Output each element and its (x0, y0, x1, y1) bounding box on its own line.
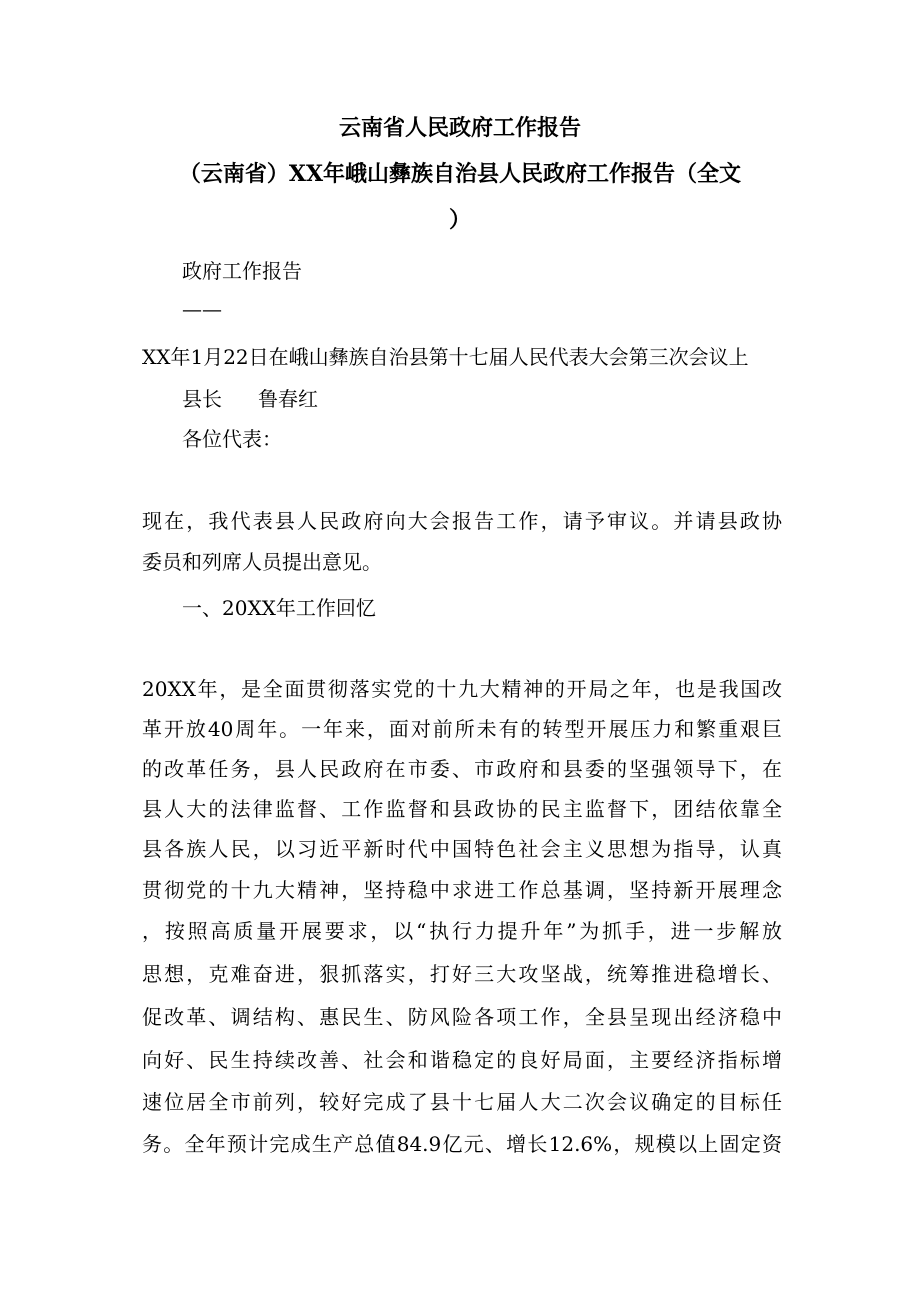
body-line: 革开放40周年。一年来，面对前所未有的转型开展压力和繁重艰巨 (142, 717, 782, 741)
body-line: 县人大的法律监督、工作监督和县政协的民主监督下，团结依靠全 (142, 797, 782, 821)
intro-line: 现在，我代表县人民政府向大会报告工作，请予审议。并请县政协 (142, 509, 782, 533)
document-subtitle-line-1: （云南省）XX年峨山彝族自治县人民政府工作报告（全文 (178, 161, 742, 187)
body-line: 贯彻党的十九大精神，坚持稳中求进工作总基调，坚持新开展理念 (142, 878, 782, 902)
body-line: 务。全年预计完成生产总值84.9亿元、增长12.6%，规模以上固定资 (142, 1132, 782, 1156)
body-line: ，按照高质量开展要求，以“执行力提升年”为抓手，进一步解放 (142, 919, 782, 943)
document-type-label: 政府工作报告 (182, 259, 302, 283)
section-heading: 一、20XX年工作回忆 (182, 596, 376, 620)
body-line: 思想，克难奋进，狠抓落实，打好三大攻坚战，统筹推进稳增长、 (142, 962, 782, 986)
speaker-name: 鲁春红 (258, 387, 318, 411)
document-subtitle-line-2: ） (448, 207, 471, 233)
body-line: 县各族人民，以习近平新时代中国特色社会主义思想为指导，认真 (142, 837, 782, 861)
meeting-info-line: XX年1月22日在峨山彝族自治县第十七届人民代表大会第三次会议上 (142, 345, 749, 369)
body-line: 速位居全市前列，较好完成了县十七届人大二次会议确定的目标任 (142, 1090, 782, 1114)
salutation: 各位代表： (182, 427, 282, 451)
separator-dash: —— (182, 297, 222, 321)
document-title: 云南省人民政府工作报告 (338, 115, 581, 141)
body-line: 促改革、调结构、惠民生、防风险各项工作，全县呈现出经济稳中 (142, 1005, 782, 1029)
body-line: 向好、民生持续改善、社会和谐稳定的良好局面，主要经济指标增 (142, 1048, 782, 1072)
intro-line: 委员和列席人员提出意见。 (142, 550, 382, 574)
body-line: 20XX年，是全面贯彻落实党的十九大精神的开局之年，也是我国改 (142, 677, 782, 701)
speaker-line (182, 386, 318, 412)
body-line: 的改革任务，县人民政府在市委、市政府和县委的坚强领导下，在 (142, 757, 782, 781)
speaker-title: 县长 (182, 387, 222, 411)
